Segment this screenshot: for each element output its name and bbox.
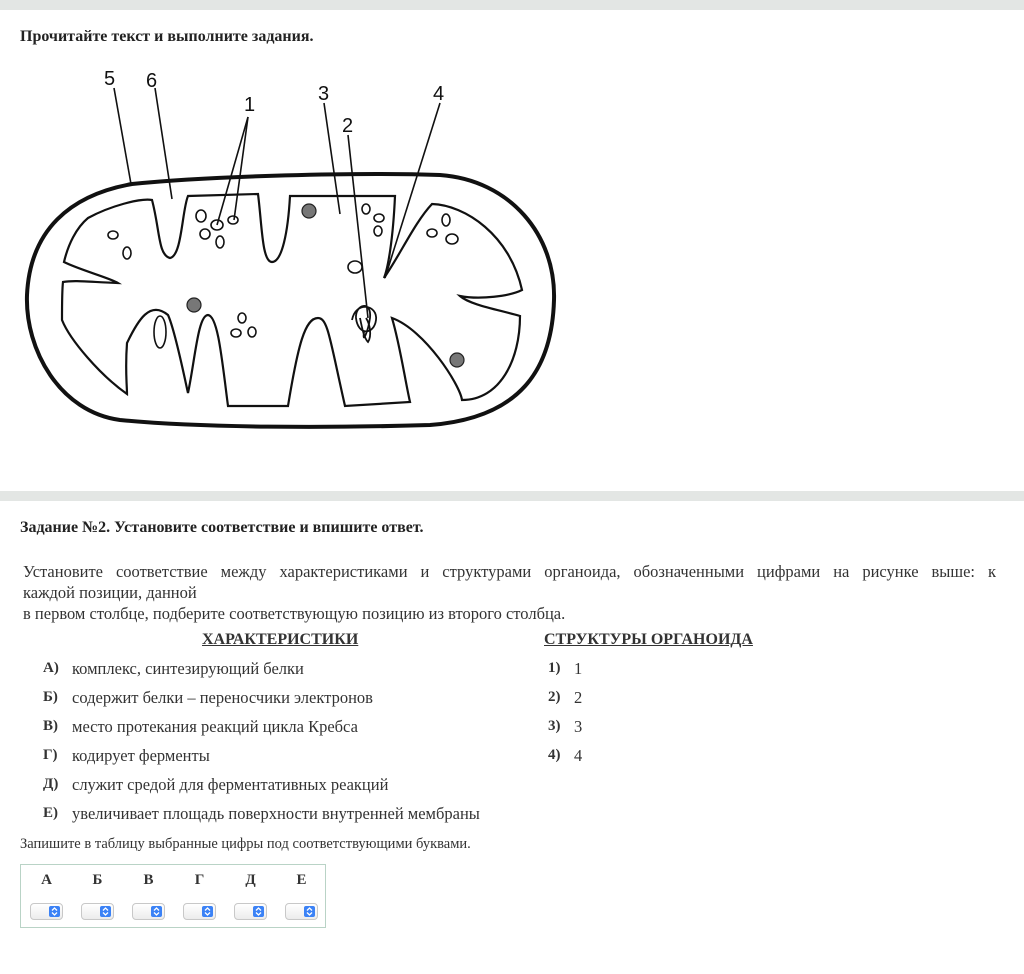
structure-text: 1 [574,659,583,678]
characteristics-header: ХАРАКТЕРИСТИКИ [202,631,359,648]
chevron-up-down-icon [100,906,111,917]
characteristic-letter: Б) [43,689,58,705]
characteristic-text: кодирует ферменты [72,746,210,765]
figure-label-1: 1 [244,94,256,116]
intro-line-1: Установите соответствие между характеристиками и структурами органоида, обозначенными цифрами на рисунке выше: к [23,562,996,581]
mitochondrion-figure [20,60,560,432]
answer-select-g[interactable] [183,903,216,920]
answer-header-a: А [41,872,52,888]
answer-select-d[interactable] [234,903,267,920]
answer-header-e: Е [296,872,307,888]
structure-number: 1) [548,660,561,676]
answer-select-a[interactable] [30,903,63,920]
answer-select-b[interactable] [81,903,114,920]
figure-label-3: 3 [318,83,330,105]
answer-select-v[interactable] [132,903,165,920]
task-intro [23,561,996,624]
figure-label-4: 4 [433,83,445,105]
answer-table [20,864,326,928]
structure-text: 2 [574,688,583,707]
structure-number: 4) [548,747,561,763]
figure-label-5: 5 [104,68,116,90]
characteristic-text: место протекания реакций цикла Кребса [72,717,358,736]
characteristic-letter: Е) [43,805,58,821]
intro-line-2: каждой позиции, данной [23,583,197,602]
answer-header-v: В [143,872,154,888]
intro-line-3: в первом столбце, подберите соответствующую позицию из второго столбца. [23,604,566,623]
characteristic-text: комплекс, синтезирующий белки [72,659,304,678]
structure-text: 3 [574,717,583,736]
chevron-up-down-icon [151,906,162,917]
chevron-up-down-icon [49,906,60,917]
characteristic-letter: А) [43,660,59,676]
structures-header: СТРУКТУРЫ ОРГАНОИДА [544,631,753,648]
characteristic-text: содержит белки – переносчики электронов [72,688,373,707]
characteristic-letter: Д) [43,776,59,792]
section-divider [0,491,1024,501]
characteristic-letter: Г) [43,747,58,763]
structure-text: 4 [574,746,583,765]
structure-number: 2) [548,689,561,705]
answer-header-g: Г [194,872,205,888]
characteristic-text: увеличивает площадь поверхности внутренней мембраны [72,804,480,823]
task-title: Задание №2. Установите соответствие и впишите ответ. [20,519,424,536]
answer-select-e[interactable] [285,903,318,920]
figure-label-6: 6 [146,70,158,92]
answer-header-b: Б [92,872,103,888]
top-divider [0,0,1024,10]
chevron-up-down-icon [304,906,315,917]
characteristic-letter: В) [43,718,58,734]
chevron-up-down-icon [253,906,264,917]
structure-number: 3) [548,718,561,734]
answer-instruction: Запишите в таблицу выбранные цифры под соответствующими буквами. [20,836,471,852]
characteristic-text: служит средой для ферментативных реакций [72,775,389,794]
answer-header-d: Д [245,872,256,888]
instruction-heading: Прочитайте текст и выполните задания. [20,28,314,45]
figure-label-2: 2 [342,115,354,137]
chevron-up-down-icon [202,906,213,917]
